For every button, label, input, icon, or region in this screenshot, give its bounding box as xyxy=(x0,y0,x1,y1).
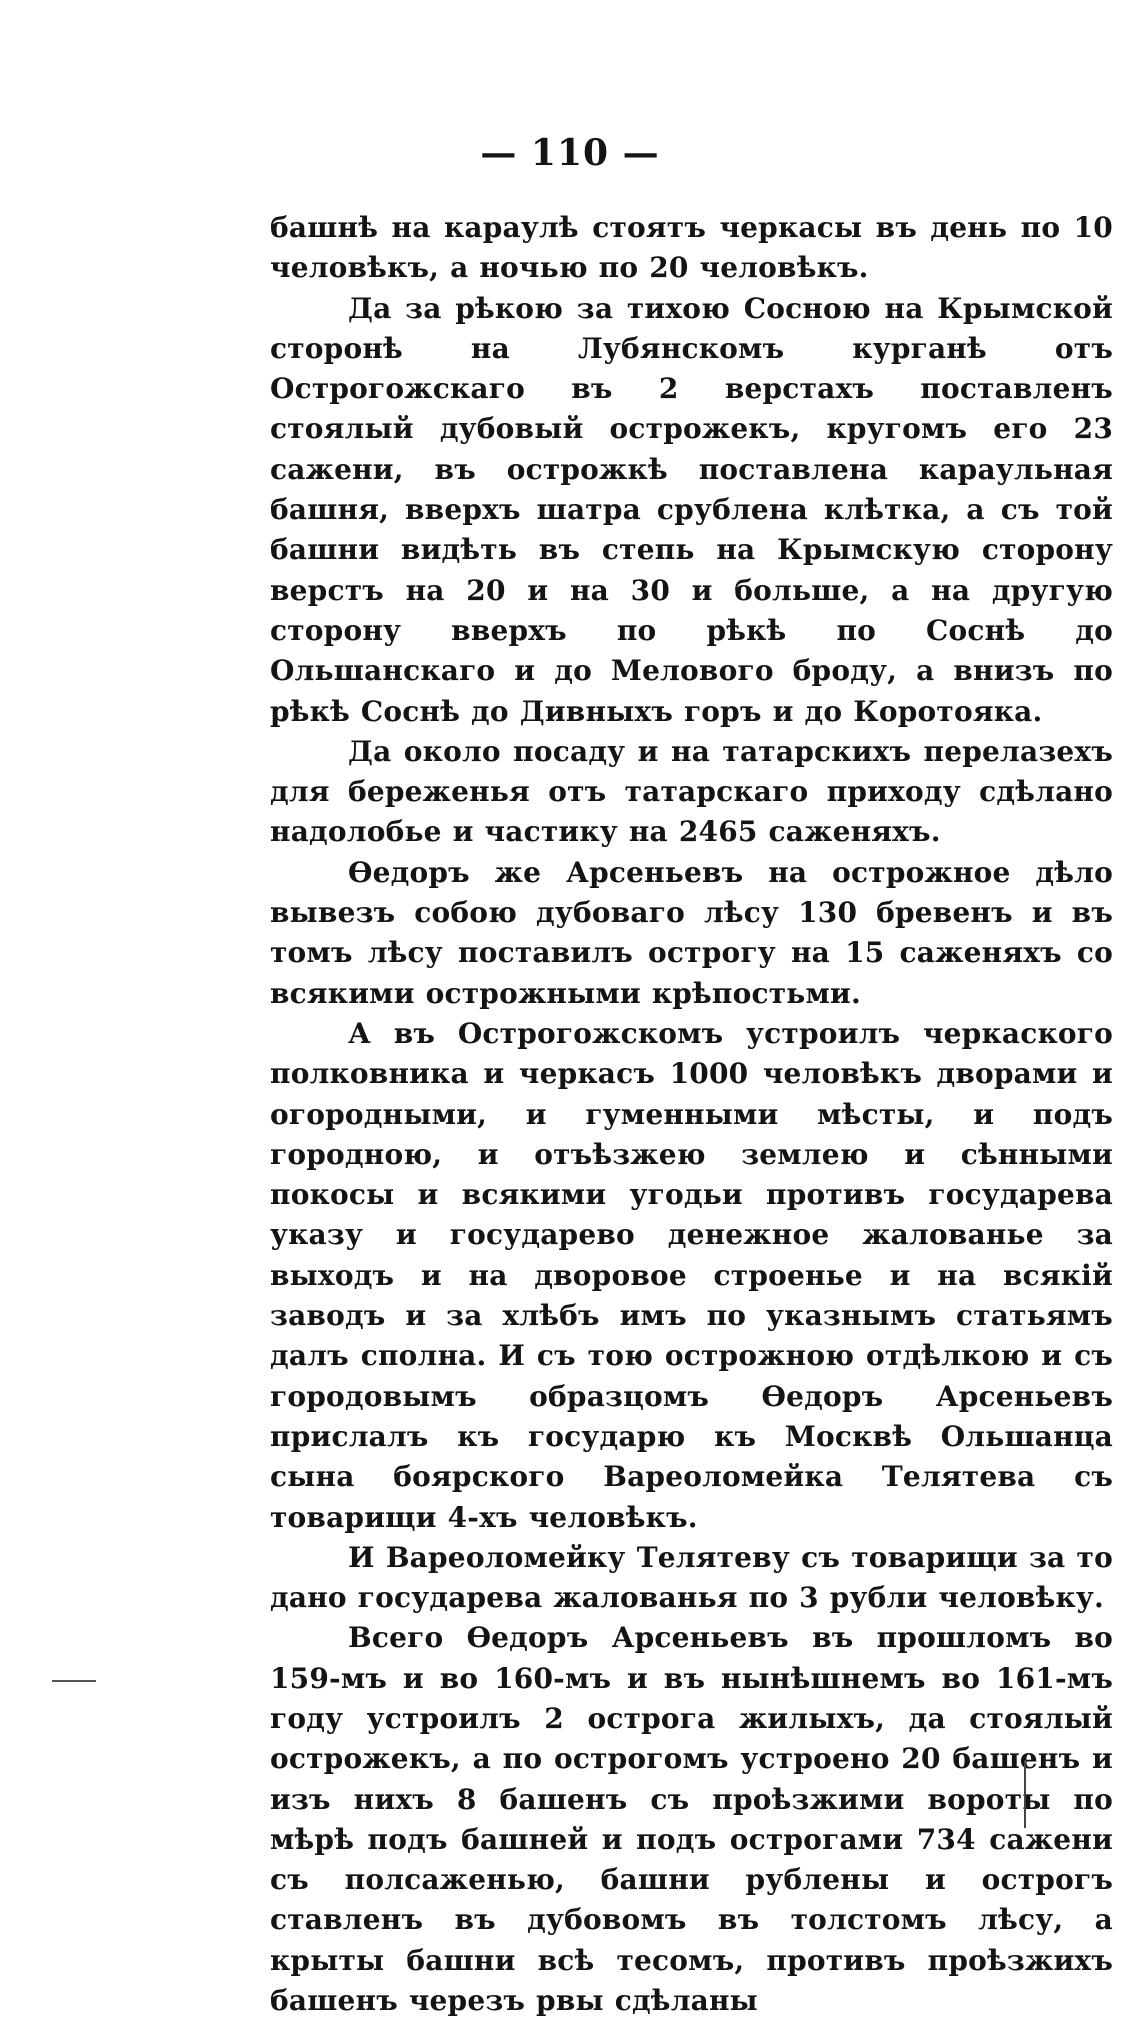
edge-mark xyxy=(1024,1760,1026,1828)
page-number: — 110 — xyxy=(480,132,660,174)
paragraph-1: башнѣ на караулѣ стоятъ черкасы въ день по 10 человѣкъ, а ночью по 20 человѣкъ. xyxy=(270,211,1113,285)
paragraph-6: И Вареоломейку Телятеву съ товарищи за то дано государева жалованья по 3 рубли человѣку. xyxy=(270,1540,1113,1615)
paragraph-4: Өедоръ же Арсеньевъ на острожное дѣло вывезъ собою дубоваго лѣсу 130 бревенъ и въ томъ лѣсу поставилъ острогу на 15 саженяхъ со всякими острожными крѣпостьми. xyxy=(270,855,1113,1010)
paragraph-5: А въ Острогожскомъ устроилъ черкаского полковника и черкасъ 1000 человѣкъ дворами и огородными, и гуменными мѣсты, и подъ городною, и отъѣзжею землею и сѣнными покосы и всякими угодьи противъ государева указу и государево денежное жалованье за выходъ и на дворовое строенье и на всякій заводъ и за хлѣбъ имъ по указнымъ статьямъ далъ сполна. И съ тою острожною отдѣлкою и съ городовымъ образцомъ Өедоръ Арсеньевъ прислалъ къ государю къ Москвѣ Ольшанца сына боярского Вареоломейка Телятева съ товарищи 4-хъ человѣкъ. xyxy=(270,1016,1113,1534)
paragraph-3: Да около посаду и на татарскихъ перелазехъ для береженья отъ татарскаго приходу сдѣлано надолобье и частику на 2465 саженяхъ. xyxy=(270,734,1113,849)
paragraph-2: Да за рѣкою за тихою Сосною на Крымской сторонѣ на Лубянскомъ курганѣ отъ Острогожскаго въ 2 верстахъ поставленъ стоялый дубовый острожекъ, кругомъ его 23 сажени, въ острожкѣ поставлена караульная башня, вверхъ шатра срублена клѣтка, а съ той башни видѣть въ степь на Крымскую сторону верстъ на 20 и на 30 и больше, а на другую сторону вверхъ по рѣкѣ по Соснѣ до Ольшанскаго и до Мелового броду, а внизъ по рѣкѣ Соснѣ до Дивныхъ горъ и до Коротояка. xyxy=(270,291,1113,728)
text-body xyxy=(270,208,1113,2021)
margin-mark xyxy=(52,1680,96,1682)
paragraph-7: Всего Өедоръ Арсеньевъ въ прошломъ во 159-мъ и во 160-мъ и въ нынѣшнемъ во 161-мъ году устроилъ 2 острога жилыхъ, да стоялый острожекъ, а по острогомъ устроено 20 башенъ и изъ нихъ 8 башенъ съ проѣзжими вороты по мѣрѣ подъ башней и подъ острогами 734 сажени съ полсаженью, башни рублены и острогъ ставленъ въ дубовомъ въ толстомъ лѣсу, а крыты башни всѣ тесомъ, противъ проѣзжихъ башенъ черезъ рвы сдѣланы xyxy=(270,1621,1113,2018)
